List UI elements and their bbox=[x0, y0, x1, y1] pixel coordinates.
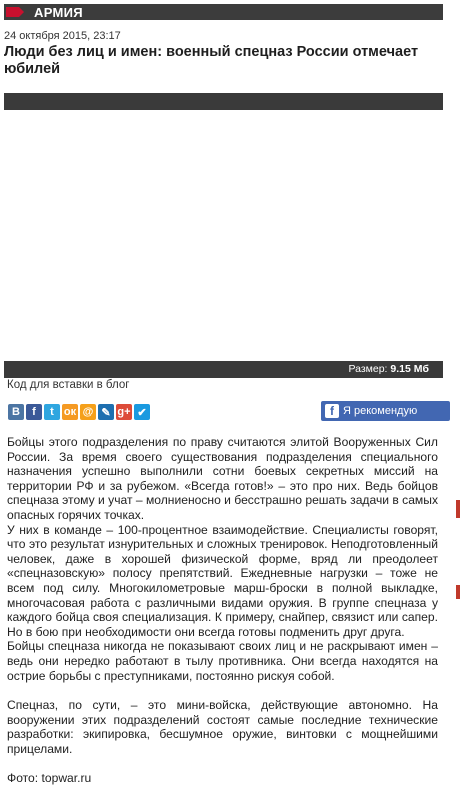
flag-icon bbox=[6, 7, 19, 17]
facebook-icon[interactable]: f bbox=[26, 404, 42, 420]
livejournal-icon[interactable]: ✎ bbox=[98, 404, 114, 420]
paragraph: Спецназ, по сути, – это мини-войска, действующие автономно. На вооружении этих подразделений состоят самые последние технические разработки: экипировка, бесшумное оружие, винтовки с мощнейшими прицелами. bbox=[7, 698, 438, 756]
side-edge bbox=[456, 585, 460, 599]
video-player[interactable] bbox=[4, 93, 443, 378]
facebook-recommend-button[interactable] bbox=[321, 401, 450, 421]
paragraph: У них в команде – 100-процентное взаимодействие. Специалисты говорят, что это результат изнурительных и сложных тренировок. Неподготовленный человек, даже в хорошей физической форме, вряд ли преодолеет «спецназовскую» полосу препятствий. Ежедневные нагрузки – тоже не всем под силу. Многокилометровые марш-броски в полной выкладке, многочасовая работа с различными видами оружия. В группе спецназа у каждого бойца своя специализация. К примеру, снайпер, связист или сапер. Но в бою при необходимости они всегда готовы подменить друг друга. bbox=[7, 522, 438, 639]
facebook-icon: f bbox=[325, 404, 339, 418]
paragraph: Бойцы этого подразделения по праву считаются элитой Вооруженных Сил России. За время своего существования подразделения специального назначения успешно выполнили сотни боевых секретных миссий на территории РФ и за рубежом. «Всегда готов!» – это про них. Ведь бойцов спецназа этому и учат – молниеносно и бесстрашно решать задачи в самых опасных горячих точках. bbox=[7, 435, 438, 522]
article-title: Люди без лиц и имен: военный спецназ России отмечает юбилей bbox=[4, 44, 419, 77]
twitter-icon[interactable]: t bbox=[44, 404, 60, 420]
video-bottom-bar bbox=[4, 361, 443, 378]
section-header bbox=[4, 4, 443, 20]
article-body bbox=[7, 435, 438, 786]
googleplus-icon[interactable]: g+ bbox=[117, 406, 131, 418]
facebook-recommend-label: Я рекомендую bbox=[343, 405, 418, 417]
video-size: Размер: 9.15 Мб bbox=[348, 363, 429, 375]
yandex-icon[interactable]: ✔ bbox=[134, 404, 150, 420]
side-edge bbox=[456, 500, 460, 518]
paragraph: Бойцы спецназа никогда не показывают своих лиц и не раскрывают имен – ведь они нередко работают в тылу противника. Они всегда находятся на острие борьбы с преступниками, постоянно рискуя собой. bbox=[7, 639, 438, 683]
vk-icon[interactable]: В bbox=[8, 404, 24, 420]
section-title[interactable]: АРМИЯ bbox=[34, 5, 83, 20]
mailru-icon[interactable]: @ bbox=[80, 404, 96, 420]
odnoklassniki-icon[interactable]: ок bbox=[63, 406, 77, 418]
video-top-bar bbox=[4, 93, 443, 110]
photo-credit: Фото: topwar.ru bbox=[7, 771, 92, 786]
embed-code-link[interactable]: Код для вставки в блог bbox=[7, 379, 130, 391]
article-date: 24 октября 2015, 23:17 bbox=[4, 30, 121, 42]
share-bar bbox=[8, 404, 150, 420]
